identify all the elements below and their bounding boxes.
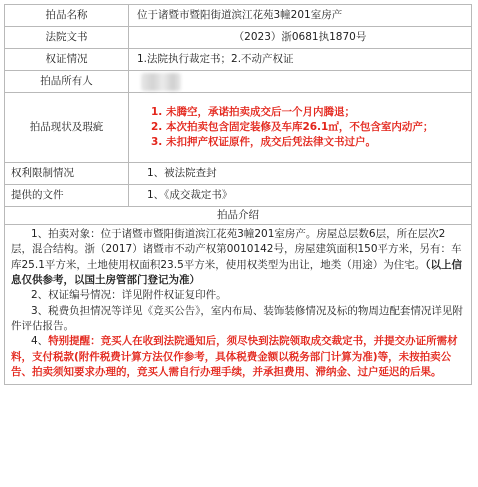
row-item-owner [5, 71, 472, 93]
status-item-3: 3. 未扣押产权证原件，成交后凭法律文书过户。 [151, 135, 376, 148]
row-court-document [5, 27, 472, 49]
provided-files-label: 提供的文件 [5, 185, 129, 207]
intro-paragraph-1 [11, 227, 465, 288]
row-item-status [5, 93, 472, 163]
item-name-label: 拍品名称 [5, 5, 129, 27]
provided-files-value: 1、《成交裁定书》 [129, 185, 472, 207]
status-item-1: 1. 未腾空，承诺拍卖成交后一个月内腾退； [151, 106, 355, 119]
item-owner-value [129, 71, 472, 93]
redacted-owner-name [141, 73, 181, 91]
rights-status-value: 1.法院执行裁定书；2.不动产权证 [129, 49, 472, 71]
auction-info-sheet [4, 4, 472, 385]
row-provided-files [5, 185, 472, 207]
intro-p4-lead: 4、 [31, 335, 49, 348]
rights-status-label: 权证情况 [5, 49, 129, 71]
auction-info-table [4, 4, 472, 385]
row-rights-status [5, 49, 472, 71]
status-item-2: 2. 本次拍卖包含固定装修及车库26.1㎡，不包含室内动产； [151, 121, 434, 134]
rights-restriction-label: 权利限制情况 [5, 163, 129, 185]
rights-restriction-value: 1、被法院查封 [129, 163, 472, 185]
court-document-label: 法院文书 [5, 27, 129, 49]
row-intro-body [5, 225, 472, 385]
item-name-value: 位于诸暨市暨阳街道滨江花苑3幢201室房产 [129, 5, 472, 27]
intro-p1-text: 1、拍卖对象：位于诸暨市暨阳街道滨江花苑3幢201室房产。房屋总层数6层，所在层次2层，混合结构。浙（2017）诸暨市不动产权第0010142号，房屋建筑面积150平方米，另有：车库25.1平方米，土地使用权面积23.5平方米，使用权类型为出让，地类（用途）为住宅。 [11, 228, 462, 271]
intro-body [5, 225, 472, 385]
intro-paragraph-4 [11, 334, 465, 380]
row-intro-heading [5, 207, 472, 225]
intro-heading: 拍品介绍 [5, 207, 472, 225]
intro-p1-note: （以上信息仅供参考，以国土房管部门登记为准） [11, 258, 463, 286]
row-item-name [5, 5, 472, 27]
court-document-value: （2023）浙0681执1870号 [129, 27, 472, 49]
item-owner-label: 拍品所有人 [5, 71, 129, 93]
row-rights-restriction [5, 163, 472, 185]
intro-paragraph-2: 2、权证编号情况：详见附件权证复印件。 [31, 289, 227, 302]
intro-paragraph-3: 3、税费负担情况等详见《竞买公告》，室内布局、装饰装修情况及标的物周边配套情况详见附件评估报告。 [11, 304, 463, 332]
item-status-list [129, 93, 472, 163]
intro-p4-warning: 特别提醒：竞买人在收到法院通知后，须尽快到法院领取成交裁定书，并提交办证所需材料，支付税款(附件税费计算方法仅作参考，具体税费金额以税务部门计算为准)等，未按拍卖公告、拍卖须知要求办理的，竞买人需自行办理手续，并承担费用、滞纳金、过户延迟的后果。 [11, 335, 458, 378]
item-status-label: 拍品现状及瑕疵 [5, 93, 129, 163]
